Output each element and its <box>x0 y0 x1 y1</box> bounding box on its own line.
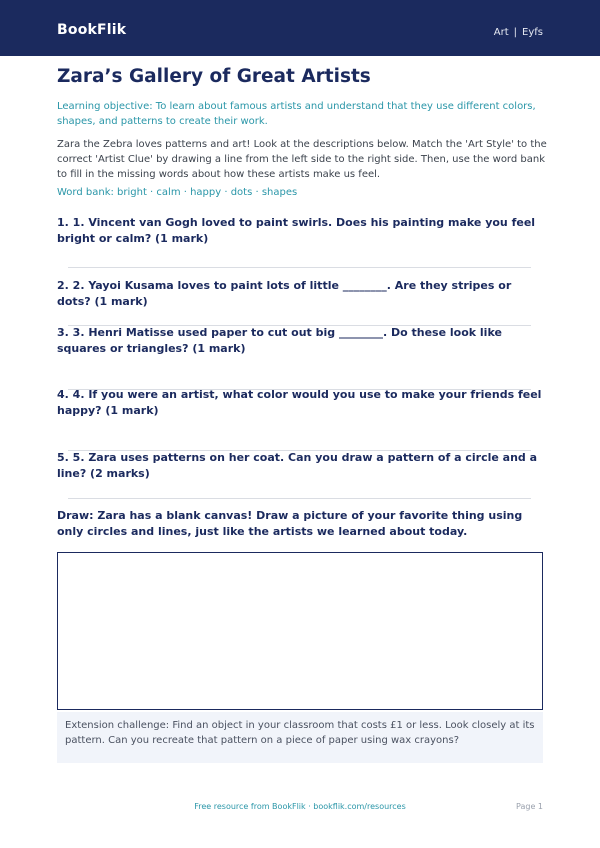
draw-prompt: Draw: Zara has a blank canvas! Draw a picture of your favorite thing using only circles and lines, just like the artists we learned about today. <box>57 509 523 538</box>
extension-challenge: Extension challenge: Find an object in your classroom that costs £1 or less. Look closely at its pattern. Can you recreate that pattern on a piece of paper using wax crayons? <box>57 712 543 763</box>
worksheet-title: Zara’s Gallery of Great Artists <box>57 66 371 87</box>
question-1: 1. 1. Vincent van Gogh loved to paint swirls. Does his painting make you feel bright or calm? (1 mark) <box>57 216 536 245</box>
footer-resource-link[interactable]: Free resource from BookFlik · bookflik.com/resources <box>194 802 406 811</box>
drawing-canvas[interactable] <box>57 552 543 710</box>
instructions-text: Zara the Zebra loves patterns and art! Look at the descriptions below. Match the 'Art Style' to the correct 'Artist Clue' by drawing a line from the left side to the right side. Then, use the word bank to fill in the missing words about how these artists make us feel. <box>57 139 547 180</box>
question-5: 5. 5. Zara uses patterns on her coat. Can you draw a pattern of a circle and a line? (2 marks) <box>57 451 538 480</box>
header-meta <box>494 27 543 38</box>
question-4: 4. 4. If you were an artist, what color would you use to make your friends feel happy? (1 mark) <box>57 388 542 417</box>
brand-logo[interactable]: BookFlik <box>57 22 127 38</box>
question-2: 2. 2. Yayoi Kusama loves to paint lots of little ________. Are they stripes or dots? (1 mark) <box>57 279 512 308</box>
answer-line-5[interactable] <box>68 498 531 499</box>
word-bank: Word bank: bright · calm · happy · dots · shapes <box>57 187 298 198</box>
learning-objective: Learning objective: To learn about famous artists and understand that they use different colors, shapes, and patterns to create their work. <box>57 101 536 127</box>
page-number: Page 1 <box>516 802 543 811</box>
question-3: 3. 3. Henri Matisse used paper to cut out big ________. Do these look like squares or triangles? (1 mark) <box>57 326 502 355</box>
level-label: Eyfs <box>522 27 543 38</box>
subject-label: Art <box>493 27 509 38</box>
answer-line-1[interactable] <box>68 267 531 268</box>
page-header <box>0 0 600 56</box>
meta-separator: | <box>513 27 518 38</box>
